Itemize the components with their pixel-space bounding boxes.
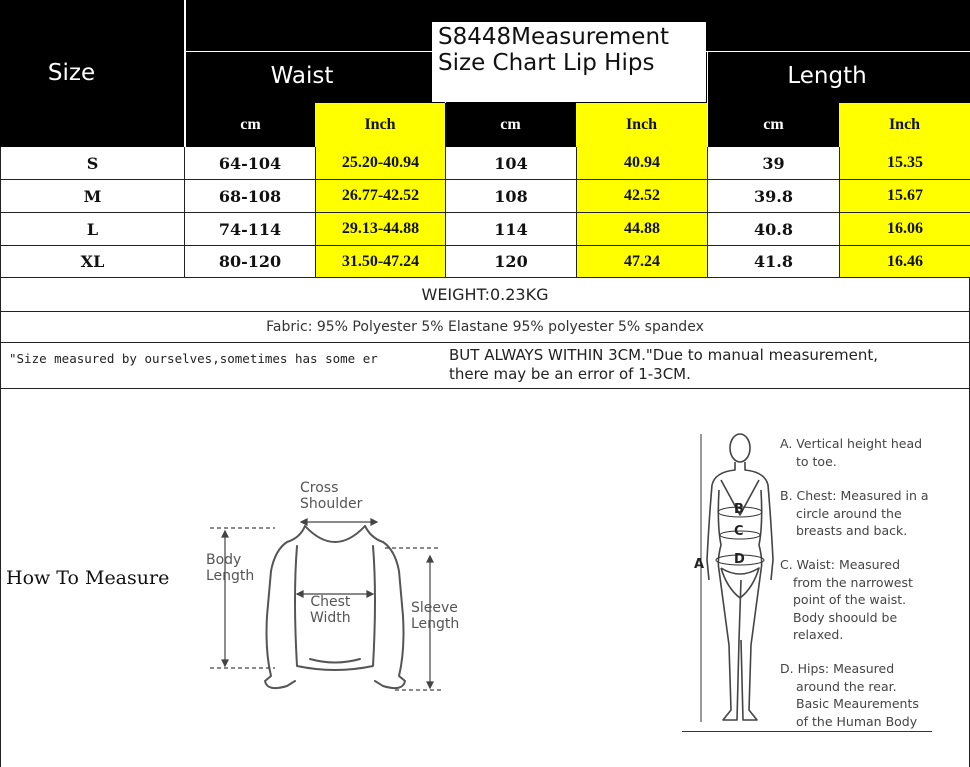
table-row [1,213,970,246]
chest-width-label: Chest Width [310,594,351,626]
length-inch-cell: 16.46 [840,246,970,278]
length-inch-cell: 16.06 [840,213,970,246]
unit-length-cm: cm [707,103,839,147]
fabric-row [0,312,970,343]
legend-c: C. Waist: Measured from the narrowest point of the waist. Body shoould be relaxed. [780,557,913,642]
note-row [0,343,970,389]
length-inch-cell: 15.67 [840,180,970,213]
unit-hips-inch: Inch [576,103,707,147]
size-cell: L [1,213,185,246]
hips-inch-cell: 40.94 [577,147,708,180]
length-cm-cell: 39 [708,147,840,180]
page-title-line2: Size Chart Lip Hips [438,50,655,76]
size-table-body [0,147,970,278]
mark-a: A [694,557,705,572]
human-body-diagram [695,430,785,730]
table-row [1,246,970,278]
hips-inch-cell: 44.88 [577,213,708,246]
weight-row [0,278,970,312]
unit-waist-cm: cm [184,103,315,147]
hips-cm-cell: 108 [446,180,577,213]
size-cell: XL [1,246,185,278]
legend-d: D. Hips: Measured around the rear. Basic Meaurements of the Human Body [780,661,919,729]
unit-length-inch: Inch [839,103,970,147]
hips-inch-cell: 47.24 [577,246,708,278]
waist-cm-cell: 64-104 [185,147,316,180]
waist-inch-cell: 31.50-47.24 [316,246,446,278]
waist-inch-cell: 29.13-44.88 [316,213,446,246]
waist-inch-cell: 26.77-42.52 [316,180,446,213]
waist-cm-cell: 80-120 [185,246,316,278]
header-length-label: Length [787,63,867,89]
unit-waist-inch: Inch [315,103,445,147]
sleeve-length-label: Sleeve Length [411,600,460,632]
legend-b: B. Chest: Measured in a circle around the breasts and back. [780,488,929,538]
header-waist-label: Waist [270,63,334,89]
table-row [1,180,970,213]
waist-cm-cell: 74-114 [185,213,316,246]
length-cm-cell: 39.8 [708,180,840,213]
height-baseline [682,731,932,732]
mark-c: C [734,524,744,539]
hips-cm-cell: 114 [446,213,577,246]
size-cell: M [1,180,185,213]
length-inch-cell: 15.35 [840,147,970,180]
hips-inch-cell: 42.52 [577,180,708,213]
body-length-label: Body Length [206,552,255,584]
size-cell: S [1,147,185,180]
length-cm-cell: 41.8 [708,246,840,278]
hips-cm-cell: 104 [446,147,577,180]
mark-b: B [734,502,744,517]
note-left-text: "Size measured by ourselves,sometimes has some er [9,351,378,366]
table-row [1,147,970,180]
fabric-text: Fabric: 95% Polyester 5% Elastane 95% polyester 5% spandex [266,319,704,335]
note-right-line1: BUT ALWAYS WITHIN 3CM."Due to manual measurement, [449,346,878,364]
length-cm-cell: 40.8 [708,213,840,246]
unit-hips-cm: cm [445,103,576,147]
header-size-label: Size [47,60,96,86]
legend-a: A. Vertical height head to toe. [780,436,923,469]
hips-cm-cell: 120 [446,246,577,278]
waist-cm-cell: 68-108 [185,180,316,213]
note-right-line2: there may be an error of 1-3CM. [449,365,691,383]
weight-text: WEIGHT:0.23KG [421,285,549,304]
waist-inch-cell: 25.20-40.94 [316,147,446,180]
cross-shoulder-label: Cross Shoulder [300,480,363,512]
mark-d: D [734,552,745,567]
how-to-measure-heading: How To Measure [6,567,170,589]
page-title-line1: S8448Measurement [438,24,670,50]
